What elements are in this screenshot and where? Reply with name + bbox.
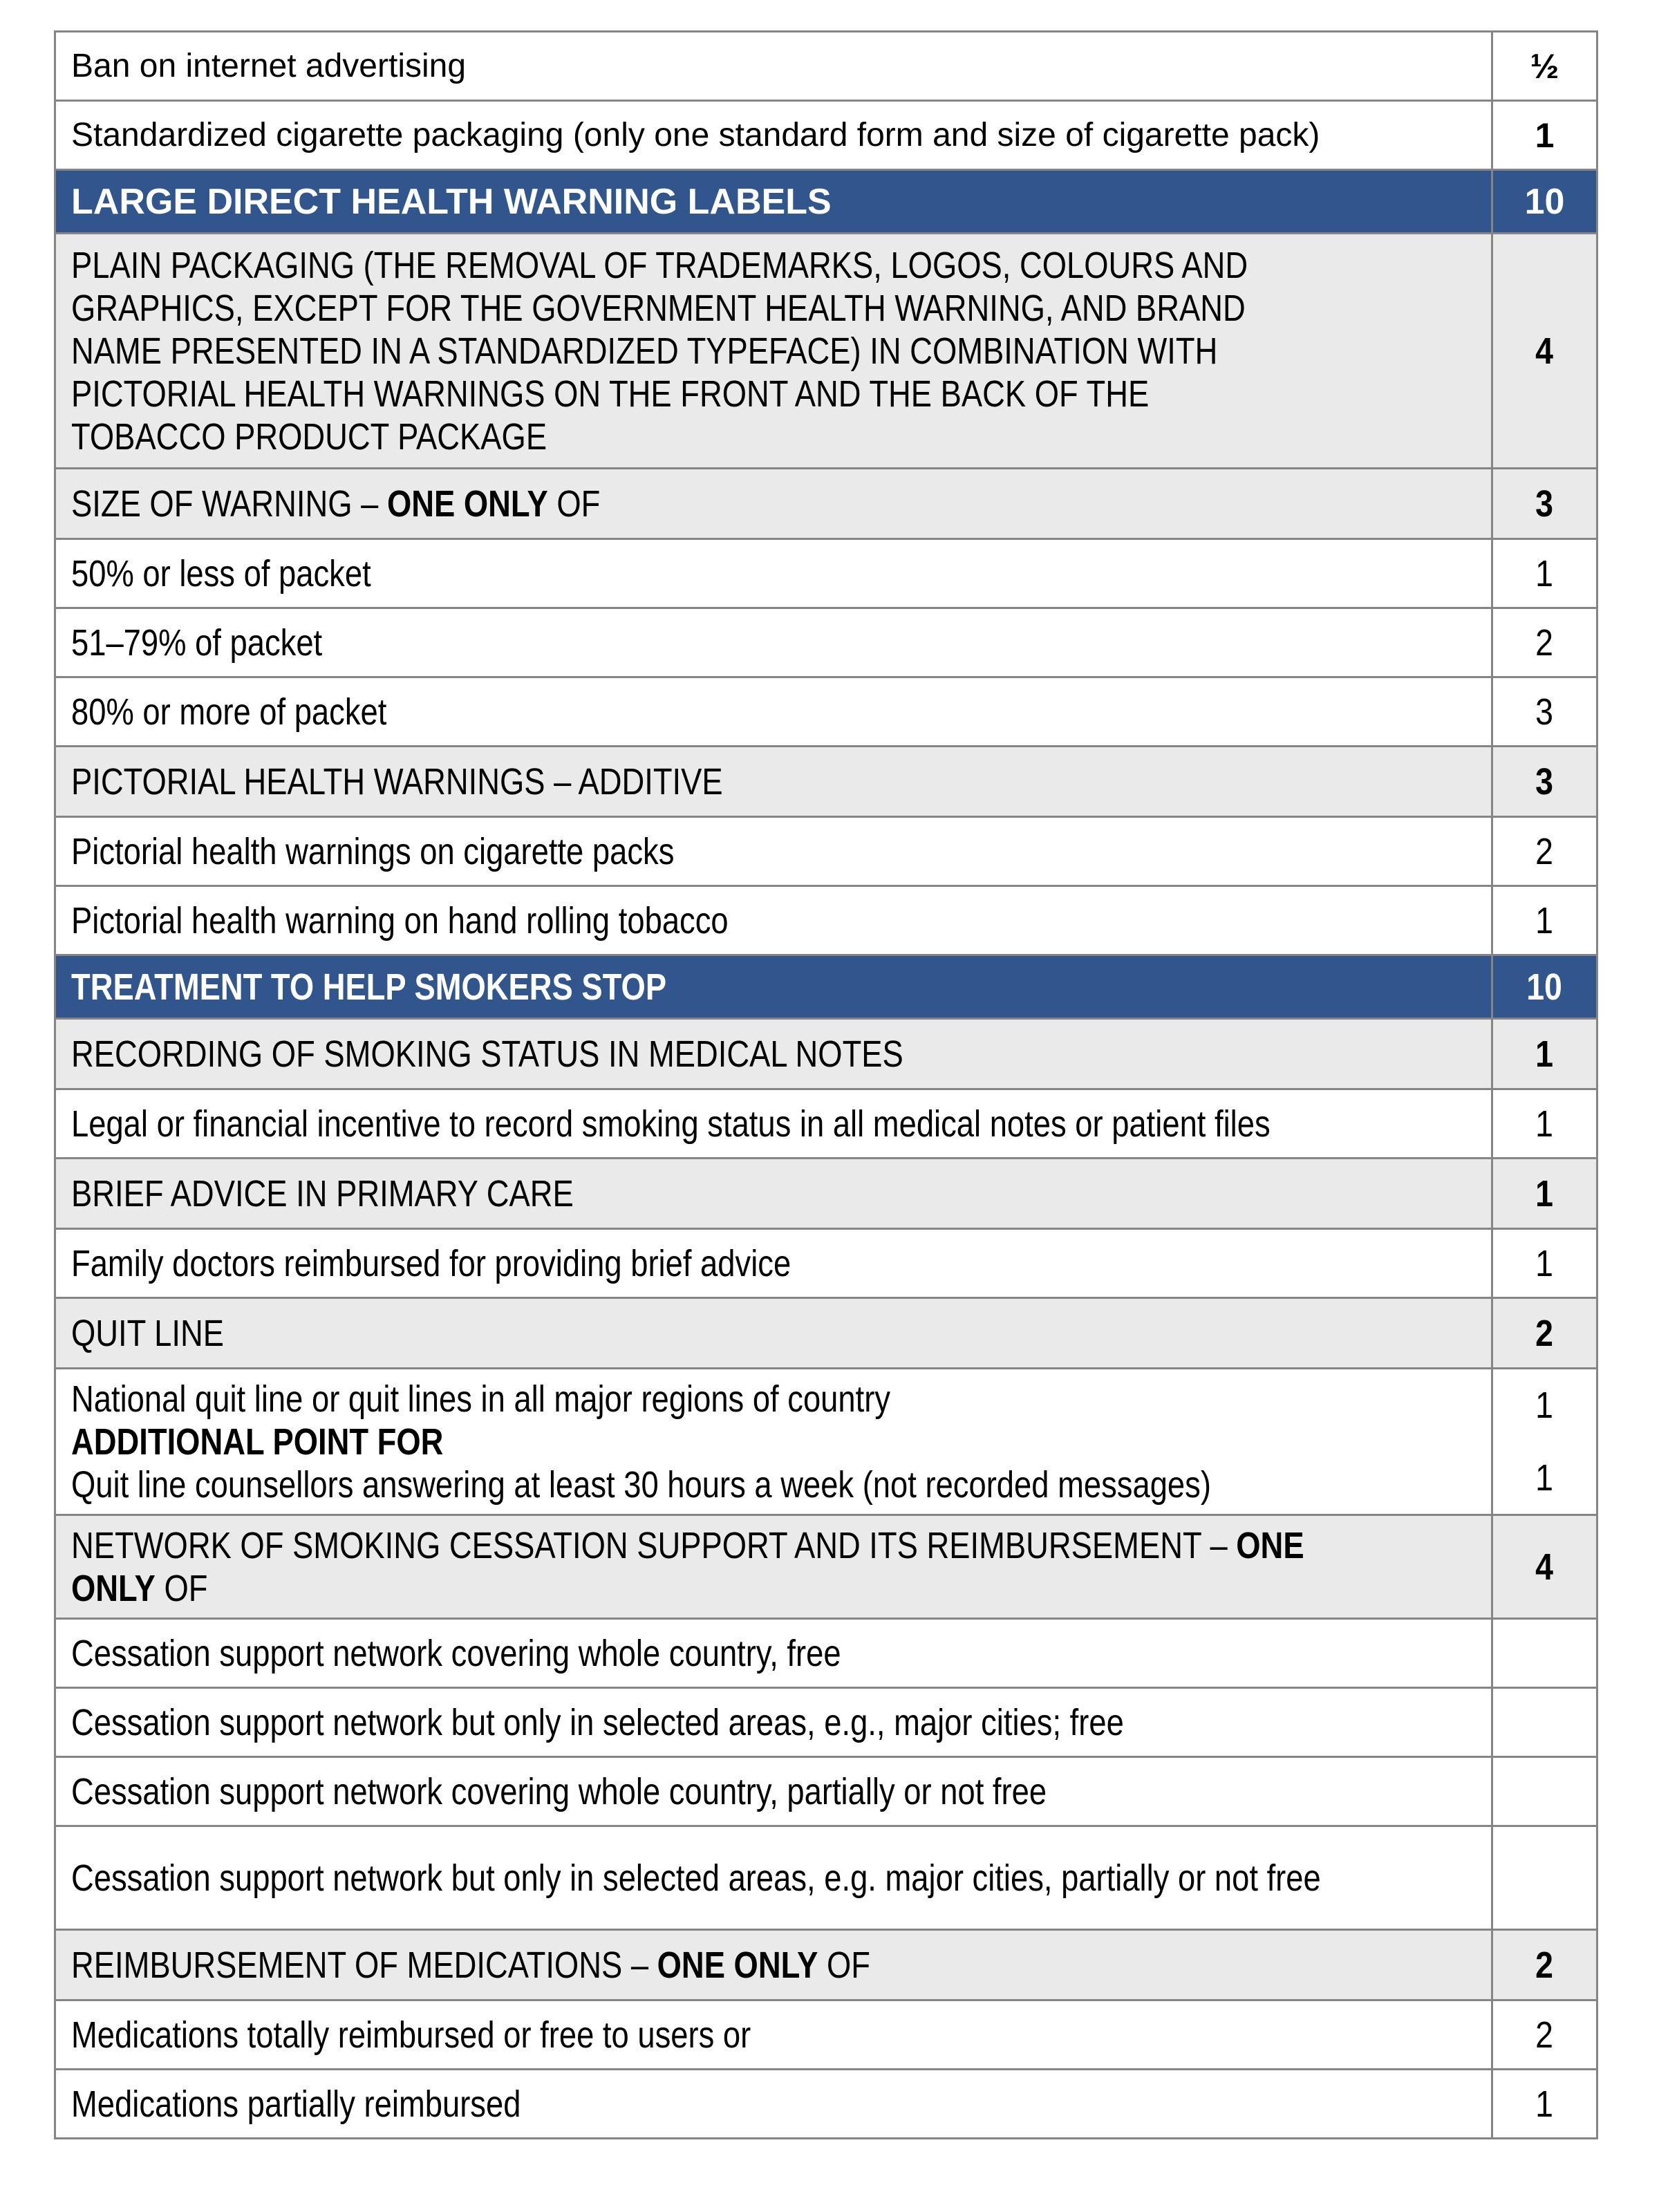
row-score-cell bbox=[1491, 678, 1596, 745]
score-line bbox=[1534, 330, 1555, 373]
row-label bbox=[56, 1230, 1491, 1297]
row-label bbox=[56, 678, 1491, 745]
row-label bbox=[56, 540, 1491, 607]
row-label bbox=[56, 469, 1491, 538]
label-line bbox=[71, 1103, 1478, 1145]
row-label-text bbox=[71, 1524, 1478, 1610]
label-line bbox=[71, 373, 1478, 415]
row-label-text bbox=[71, 244, 1478, 458]
score-line bbox=[1534, 2083, 1555, 2126]
label-line bbox=[71, 114, 1479, 157]
row-score-cell bbox=[1491, 469, 1596, 538]
row-label-text bbox=[71, 482, 1478, 525]
label-text-bold: LARGE DIRECT HEALTH WARNING LABELS bbox=[71, 181, 832, 222]
table-row bbox=[56, 1758, 1596, 1827]
score-value: 10 bbox=[1524, 181, 1565, 222]
row-label bbox=[56, 1620, 1491, 1687]
label-text: Ban on internet advertising bbox=[71, 47, 467, 84]
label-line bbox=[71, 1463, 1478, 1506]
table-row bbox=[56, 540, 1596, 609]
score-line bbox=[1524, 966, 1565, 1009]
scoring-table bbox=[54, 30, 1598, 2139]
score-value: 1 bbox=[1535, 1242, 1554, 1284]
score-line bbox=[1534, 552, 1555, 595]
table-row bbox=[56, 1689, 1596, 1758]
row-score-cell bbox=[1491, 1931, 1596, 1999]
label-line bbox=[71, 1172, 1478, 1215]
row-label-text bbox=[71, 1632, 1478, 1675]
table-row bbox=[56, 32, 1596, 102]
table-row bbox=[56, 1090, 1596, 1159]
row-label-text bbox=[71, 1701, 1478, 1744]
label-text-bold: ONE ONLY bbox=[386, 482, 548, 525]
row-score-cell bbox=[1491, 747, 1596, 816]
label-text-bold: TREATMENT TO HELP SMOKERS STOP bbox=[71, 966, 667, 1008]
score-value: 4 bbox=[1535, 1546, 1554, 1588]
score-value: 3 bbox=[1535, 760, 1554, 803]
label-line bbox=[71, 830, 1478, 873]
label-text: REIMBURSEMENT OF MEDICATIONS – bbox=[71, 1944, 657, 1986]
row-score-cell bbox=[1491, 2001, 1596, 2068]
table-row bbox=[56, 2001, 1596, 2070]
subsection-header-row bbox=[56, 1931, 1596, 2001]
score-value: 1 bbox=[1535, 1456, 1554, 1499]
label-text: OF bbox=[155, 1567, 208, 1609]
row-score-cell bbox=[1491, 1369, 1596, 1514]
table-row bbox=[56, 1620, 1596, 1689]
score-value: 4 bbox=[1535, 330, 1554, 372]
score-value: 1 bbox=[1535, 1385, 1554, 1427]
label-line bbox=[71, 1770, 1478, 1813]
label-text: Standardized cigarette packaging (only one standard form and size of cigarette pack) bbox=[71, 116, 1320, 153]
label-line bbox=[71, 180, 1479, 223]
row-label bbox=[56, 747, 1491, 816]
label-text: QUIT LINE bbox=[71, 1312, 224, 1354]
label-text: PICTORIAL HEALTH WARNINGS ON THE FRONT AND THE BACK OF THE bbox=[71, 373, 1150, 415]
label-text: Medications partially reimbursed bbox=[71, 2083, 521, 2125]
label-text: Medications totally reimbursed or free to users or bbox=[71, 2014, 751, 2056]
row-label-text bbox=[71, 2014, 1478, 2056]
label-line bbox=[71, 1567, 1478, 1610]
table-row bbox=[56, 609, 1596, 678]
label-text: OF bbox=[547, 482, 601, 525]
score-line bbox=[1534, 830, 1555, 873]
table-row bbox=[56, 2070, 1596, 2139]
row-label bbox=[56, 1931, 1491, 1999]
row-label-text bbox=[71, 830, 1478, 873]
label-line bbox=[71, 760, 1478, 803]
label-text: Cessation support network covering whole country, partially or not free bbox=[71, 1770, 1047, 1812]
score-line bbox=[1535, 115, 1555, 156]
row-label bbox=[56, 171, 1491, 232]
row-label bbox=[56, 32, 1491, 100]
row-label-text bbox=[71, 1770, 1478, 1813]
row-label bbox=[56, 1369, 1491, 1514]
table-row bbox=[56, 1230, 1596, 1299]
score-line bbox=[1534, 691, 1555, 733]
row-label bbox=[56, 1827, 1491, 1929]
row-label-text bbox=[71, 966, 1478, 1009]
row-label-text bbox=[71, 1242, 1478, 1285]
row-score-cell bbox=[1491, 818, 1596, 885]
subsection-header-row bbox=[56, 1159, 1596, 1230]
row-score-cell bbox=[1491, 1620, 1596, 1687]
row-label bbox=[56, 818, 1491, 885]
row-label-text bbox=[71, 621, 1478, 664]
row-score-cell bbox=[1491, 1020, 1596, 1088]
table-row bbox=[56, 887, 1596, 956]
row-label-text bbox=[71, 114, 1479, 157]
label-text: RECORDING OF SMOKING STATUS IN MEDICAL NOTES bbox=[71, 1033, 903, 1075]
label-line bbox=[71, 1944, 1478, 1987]
label-line bbox=[71, 691, 1478, 733]
row-score-cell bbox=[1491, 1090, 1596, 1157]
label-line bbox=[71, 330, 1478, 373]
row-label bbox=[56, 1020, 1491, 1088]
label-text-bold: ADDITIONAL POINT FOR bbox=[71, 1421, 444, 1463]
label-text: Cessation support network but only in selected areas, e.g., major cities; free bbox=[71, 1701, 1124, 1743]
label-line bbox=[71, 482, 1478, 525]
label-text: Family doctors reimbursed for providing brief advice bbox=[71, 1242, 791, 1284]
score-value: 1 bbox=[1535, 552, 1554, 594]
label-text: NAME PRESENTED IN A STANDARDIZED TYPEFACE) IN COMBINATION WITH bbox=[71, 330, 1218, 372]
row-score-cell bbox=[1491, 32, 1596, 100]
score-line bbox=[1534, 899, 1555, 942]
label-text: SIZE OF WARNING – bbox=[71, 482, 387, 525]
section-header-row bbox=[56, 171, 1596, 234]
label-text: GRAPHICS, EXCEPT FOR THE GOVERNMENT HEALTH WARNING, AND BRAND bbox=[71, 287, 1246, 329]
score-value: 10 bbox=[1526, 966, 1563, 1008]
row-label bbox=[56, 1159, 1491, 1228]
score-value: 1 bbox=[1535, 899, 1554, 941]
label-line bbox=[71, 899, 1478, 942]
row-label bbox=[56, 1299, 1491, 1367]
label-text: PICTORIAL HEALTH WARNINGS – ADDITIVE bbox=[71, 760, 723, 803]
score-line bbox=[1534, 482, 1555, 525]
score-line bbox=[1534, 1546, 1555, 1588]
subsection-header-row bbox=[56, 747, 1596, 818]
row-score-cell bbox=[1491, 540, 1596, 607]
label-line bbox=[71, 1033, 1478, 1076]
label-line bbox=[71, 1857, 1478, 1900]
score-value: 2 bbox=[1535, 830, 1554, 872]
row-score-cell bbox=[1491, 1159, 1596, 1228]
row-label bbox=[56, 1689, 1491, 1756]
label-line bbox=[71, 1312, 1478, 1355]
table-row bbox=[56, 678, 1596, 747]
score-value: 2 bbox=[1535, 1312, 1554, 1354]
label-line bbox=[71, 1632, 1478, 1675]
label-line bbox=[71, 966, 1478, 1009]
table-row bbox=[56, 818, 1596, 887]
label-line bbox=[71, 1378, 1478, 1421]
score-value: 1 bbox=[1535, 1172, 1554, 1215]
label-text-bold: ONE ONLY bbox=[657, 1944, 818, 1986]
section-header-row bbox=[56, 956, 1596, 1020]
score-value: ½ bbox=[1530, 46, 1559, 86]
label-text: National quit line or quit lines in all major regions of country bbox=[71, 1378, 891, 1420]
score-line bbox=[1534, 760, 1555, 803]
score-line bbox=[1534, 1456, 1555, 1499]
subsection-header-row bbox=[56, 1516, 1596, 1620]
label-text: PLAIN PACKAGING (THE REMOVAL OF TRADEMARKS, LOGOS, COLOURS AND bbox=[71, 244, 1248, 286]
label-text: 51–79% of packet bbox=[71, 621, 323, 664]
row-score-cell bbox=[1491, 1689, 1596, 1756]
score-value: 2 bbox=[1535, 2014, 1554, 2056]
row-label bbox=[56, 887, 1491, 954]
label-text: Pictorial health warning on hand rolling tobacco bbox=[71, 899, 729, 941]
row-label-text bbox=[71, 45, 1479, 88]
table-row bbox=[56, 1827, 1596, 1931]
row-label bbox=[56, 2001, 1491, 2068]
row-label-text bbox=[71, 1103, 1478, 1145]
label-text-bold: ONE bbox=[1236, 1524, 1304, 1566]
score-line bbox=[1530, 46, 1559, 86]
score-value: 1 bbox=[1535, 1033, 1554, 1075]
label-line bbox=[71, 244, 1478, 287]
row-label-text bbox=[71, 1033, 1478, 1076]
row-score-cell bbox=[1491, 1758, 1596, 1825]
score-line bbox=[1525, 181, 1565, 223]
label-line bbox=[71, 552, 1478, 595]
row-label-text bbox=[71, 552, 1478, 595]
score-value: 3 bbox=[1535, 482, 1554, 525]
row-label-text bbox=[71, 1312, 1478, 1355]
score-value: 2 bbox=[1535, 621, 1554, 664]
row-label bbox=[56, 1516, 1491, 1618]
row-label bbox=[56, 1758, 1491, 1825]
score-line bbox=[1534, 1033, 1555, 1076]
row-label bbox=[56, 102, 1491, 169]
row-label-text bbox=[71, 899, 1478, 942]
row-label bbox=[56, 956, 1491, 1018]
score-line bbox=[1534, 1172, 1555, 1215]
score-value: 1 bbox=[1535, 2083, 1554, 2125]
subsection-header-row bbox=[56, 234, 1596, 469]
label-text: 80% or more of packet bbox=[71, 691, 387, 733]
row-score-cell bbox=[1491, 887, 1596, 954]
label-text: Cessation support network but only in selected areas, e.g. major cities, partially or not free bbox=[71, 1857, 1321, 1899]
row-score-cell bbox=[1491, 171, 1596, 232]
label-line bbox=[71, 287, 1478, 330]
row-label-text bbox=[71, 691, 1478, 733]
label-line bbox=[71, 415, 1478, 458]
row-label-text bbox=[71, 1857, 1478, 1900]
label-text: OF bbox=[818, 1944, 870, 1986]
score-line bbox=[1534, 1242, 1555, 1285]
label-text: Legal or financial incentive to record smoking status in all medical notes or patient files bbox=[71, 1103, 1271, 1145]
score-line bbox=[1534, 1384, 1555, 1427]
row-label-text bbox=[71, 180, 1479, 223]
label-text: NETWORK OF SMOKING CESSATION SUPPORT AND ITS REIMBURSEMENT – bbox=[71, 1524, 1237, 1566]
label-text: TOBACCO PRODUCT PACKAGE bbox=[71, 415, 547, 458]
table-row bbox=[56, 1369, 1596, 1516]
score-line bbox=[1534, 1944, 1555, 1987]
row-label-text bbox=[71, 1378, 1478, 1506]
score-line bbox=[1534, 2014, 1555, 2056]
label-line bbox=[71, 1524, 1478, 1567]
row-score-cell bbox=[1491, 1299, 1596, 1367]
label-text: 50% or less of packet bbox=[71, 552, 371, 594]
label-text-bold: ONLY bbox=[71, 1567, 156, 1609]
label-text: Pictorial health warnings on cigarette packs bbox=[71, 830, 675, 872]
label-line bbox=[71, 1242, 1478, 1285]
row-score-cell bbox=[1491, 102, 1596, 169]
table-row bbox=[56, 102, 1596, 171]
subsection-header-row bbox=[56, 1299, 1596, 1369]
row-label bbox=[56, 2070, 1491, 2137]
score-value: 1 bbox=[1535, 1103, 1554, 1145]
score-value: 1 bbox=[1535, 115, 1555, 155]
row-label-text bbox=[71, 1944, 1478, 1987]
score-line bbox=[1534, 1312, 1555, 1355]
label-line bbox=[71, 621, 1478, 664]
subsection-header-row bbox=[56, 469, 1596, 540]
row-score-cell bbox=[1491, 2070, 1596, 2137]
label-text: BRIEF ADVICE IN PRIMARY CARE bbox=[71, 1172, 574, 1215]
label-line bbox=[71, 1421, 1478, 1463]
label-line bbox=[71, 1701, 1478, 1744]
row-label-text bbox=[71, 1172, 1478, 1215]
subsection-header-row bbox=[56, 1020, 1596, 1090]
label-line bbox=[71, 2014, 1478, 2056]
row-score-cell bbox=[1491, 956, 1596, 1018]
row-label-text bbox=[71, 2083, 1478, 2126]
row-label-text bbox=[71, 760, 1478, 803]
row-label bbox=[56, 609, 1491, 676]
label-text: Quit line counsellors answering at least 30 hours a week (not recorded messages) bbox=[71, 1463, 1211, 1506]
row-score-cell bbox=[1491, 234, 1596, 467]
label-line bbox=[71, 45, 1479, 88]
row-label bbox=[56, 1090, 1491, 1157]
label-text: Cessation support network covering whole country, free bbox=[71, 1632, 841, 1674]
score-value: 3 bbox=[1535, 691, 1554, 733]
score-value: 2 bbox=[1535, 1944, 1554, 1986]
label-line bbox=[71, 2083, 1478, 2126]
score-line bbox=[1534, 621, 1555, 664]
row-score-cell bbox=[1491, 1827, 1596, 1929]
row-score-cell bbox=[1491, 1516, 1596, 1618]
row-score-cell bbox=[1491, 1230, 1596, 1297]
row-label bbox=[56, 234, 1491, 467]
score-line bbox=[1534, 1103, 1555, 1145]
row-score-cell bbox=[1491, 609, 1596, 676]
